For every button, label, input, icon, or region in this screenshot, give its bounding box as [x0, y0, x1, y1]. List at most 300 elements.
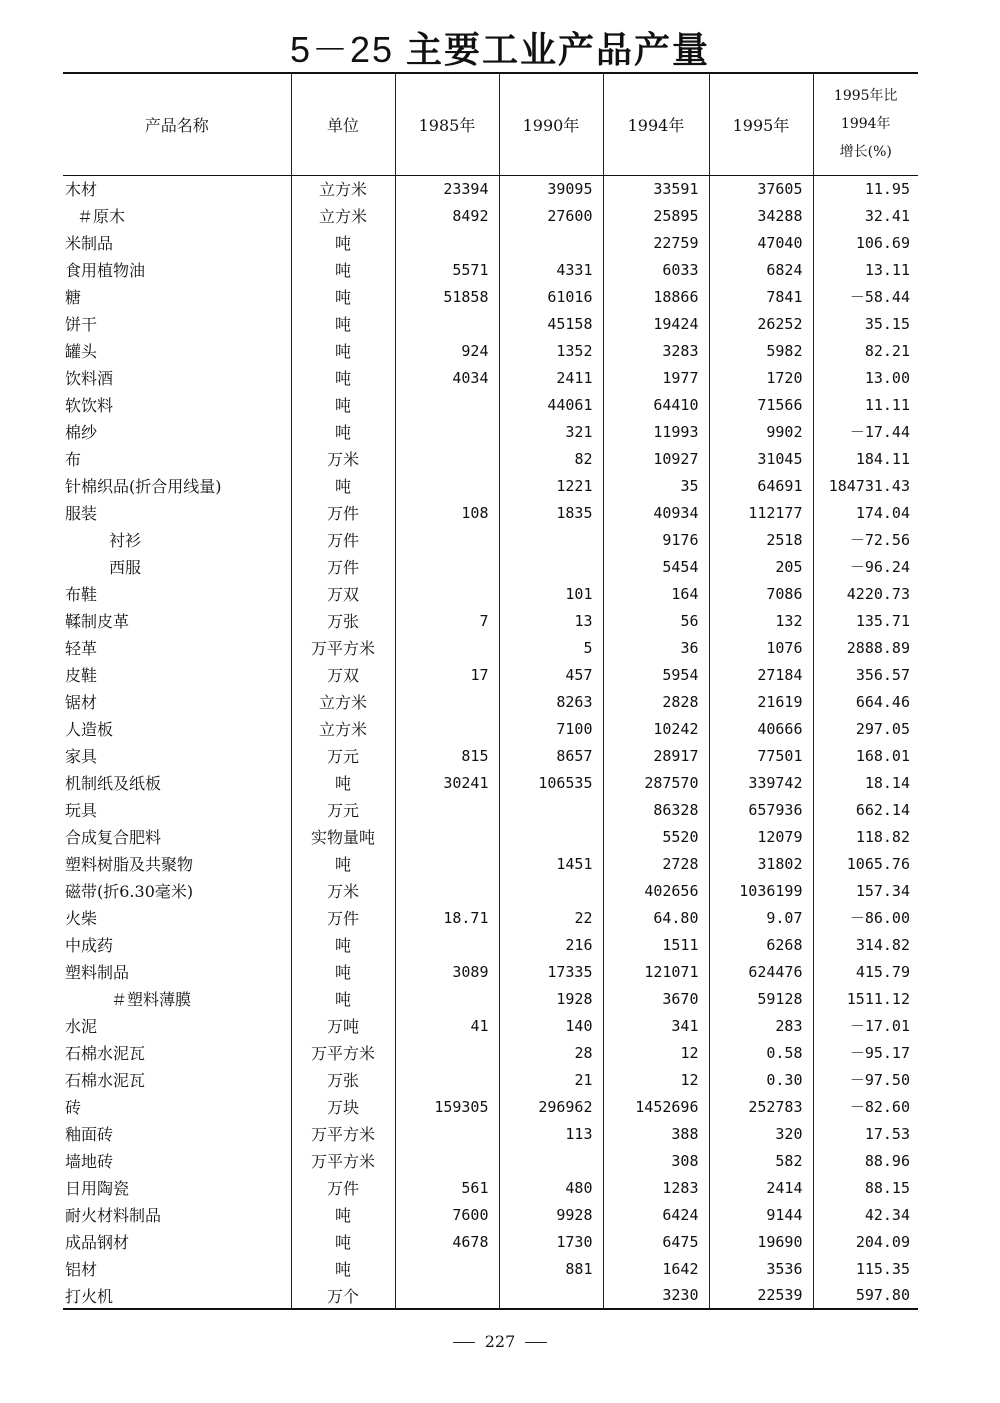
- cell-product-name: ＃原木: [77, 207, 126, 226]
- cell-1994: 1511: [603, 931, 709, 958]
- cell-unit: 万张: [291, 607, 395, 634]
- cell-1990: [499, 1147, 603, 1174]
- cell-1994: 341: [603, 1012, 709, 1039]
- cell-unit: 立方米: [291, 175, 395, 202]
- cell-unit: 吨: [291, 1228, 395, 1255]
- table-row: [63, 769, 918, 796]
- cell-1990: 17335: [499, 958, 603, 985]
- cell-1985: [395, 1066, 499, 1093]
- cell-unit: 万米: [291, 877, 395, 904]
- cell-1990: 28: [499, 1039, 603, 1066]
- cell-1995: 252783: [709, 1093, 813, 1120]
- cell-1994: 402656: [603, 877, 709, 904]
- cell-growth-pct: 415.79: [813, 958, 918, 985]
- cell-growth-pct: 184.11: [813, 445, 918, 472]
- cell-growth-pct: 314.82: [813, 931, 918, 958]
- cell-1995: 0.30: [709, 1066, 813, 1093]
- cell-product-name: 家具: [65, 747, 98, 766]
- cell-1994: 388: [603, 1120, 709, 1147]
- cell-product-name: 打火机: [63, 1282, 291, 1309]
- cell-1994: 40934: [603, 499, 709, 526]
- table-row: [63, 202, 918, 229]
- table-row: [63, 1201, 918, 1228]
- cell-1994: 3670: [603, 985, 709, 1012]
- cell-product-name: 人造板: [65, 720, 114, 739]
- cell-product-name: 布: [65, 450, 82, 469]
- cell-1985: [395, 985, 499, 1012]
- cell-1995: 27184: [709, 661, 813, 688]
- cell-unit: 吨: [291, 1201, 395, 1228]
- cell-1994: 6033: [603, 256, 709, 283]
- cell-unit: 万件: [291, 499, 395, 526]
- table-row: [63, 256, 918, 283]
- cell-unit: 吨: [291, 310, 395, 337]
- table-row: [63, 742, 918, 769]
- cell-1995: 21619: [709, 688, 813, 715]
- cell-unit: 吨: [291, 391, 395, 418]
- table-row: [63, 472, 918, 499]
- cell-product-name: 糖: [65, 288, 82, 307]
- cell-unit: 吨: [291, 364, 395, 391]
- cell-1994: 33591: [603, 175, 709, 202]
- cell-1985: [395, 526, 499, 553]
- cell-1994: 18866: [603, 283, 709, 310]
- cell-1995: 320: [709, 1120, 813, 1147]
- cell-product-name: 火柴: [65, 909, 98, 928]
- cell-growth-pct: 204.09: [813, 1228, 918, 1255]
- cell-product-name: 棉纱: [65, 423, 98, 442]
- cell-product-name: 木材: [65, 180, 98, 200]
- cell-1985: 3089: [395, 958, 499, 985]
- cell-1985: 30241: [395, 769, 499, 796]
- cell-1990: 2411: [499, 364, 603, 391]
- cell-product-name: 砖: [65, 1098, 82, 1117]
- cell-1990: 7100: [499, 715, 603, 742]
- cell-1985: 815: [395, 742, 499, 769]
- cell-unit: 万元: [291, 796, 395, 823]
- cell-product-name: 西服: [109, 558, 142, 577]
- cell-1985: 7600: [395, 1201, 499, 1228]
- cell-growth-pct: 157.34: [813, 877, 918, 904]
- cell-1994: 1977: [603, 364, 709, 391]
- cell-growth-pct: 115.35: [813, 1255, 918, 1282]
- table-row: [63, 796, 918, 823]
- cell-1995: 2414: [709, 1174, 813, 1201]
- header-unit: 单位: [291, 73, 395, 175]
- cell-1990: 1221: [499, 472, 603, 499]
- cell-1994: 3283: [603, 337, 709, 364]
- cell-1985: [395, 580, 499, 607]
- cell-1990: 106535: [499, 769, 603, 796]
- cell-1994: 5520: [603, 823, 709, 850]
- cell-1995: 7841: [709, 283, 813, 310]
- cell-1985: [395, 391, 499, 418]
- table-row: [63, 1093, 918, 1120]
- cell-1985: 17: [395, 661, 499, 688]
- cell-1990: 5: [499, 634, 603, 661]
- cell-1995: 7086: [709, 580, 813, 607]
- cell-unit: 万双: [291, 580, 395, 607]
- table-row: [63, 1228, 918, 1255]
- cell-1994: 25895: [603, 202, 709, 229]
- cell-unit: 万平方米: [291, 1147, 395, 1174]
- cell-1985: [395, 1255, 499, 1282]
- table-row: [63, 715, 918, 742]
- cell-1990: 21: [499, 1066, 603, 1093]
- header-1994: 1994年: [603, 73, 709, 175]
- cell-product-name: 中成药: [65, 936, 114, 955]
- cell-1994: 56: [603, 607, 709, 634]
- cell-1985: [395, 1120, 499, 1147]
- cell-growth-pct: －17.01: [813, 1012, 918, 1039]
- cell-unit: 万块: [291, 1093, 395, 1120]
- cell-1995: 657936: [709, 796, 813, 823]
- cell-1994: 3230: [603, 1282, 709, 1309]
- cell-unit: 吨: [291, 229, 395, 256]
- table-body: [63, 175, 918, 1309]
- table-row: [63, 1174, 918, 1201]
- cell-product-name: 塑料制品: [65, 963, 130, 982]
- cell-1994: 10927: [603, 445, 709, 472]
- cell-1994: 12: [603, 1066, 709, 1093]
- production-table: [63, 72, 918, 1310]
- cell-unit: 立方米: [291, 688, 395, 715]
- cell-1990: 45158: [499, 310, 603, 337]
- cell-1995: 22539: [709, 1282, 813, 1309]
- cell-growth-pct: 17.53: [813, 1120, 918, 1147]
- table-row: [63, 1282, 918, 1309]
- cell-1985: 23394: [395, 175, 499, 202]
- table-row: [63, 337, 918, 364]
- cell-unit: 万双: [291, 661, 395, 688]
- cell-1985: 561: [395, 1174, 499, 1201]
- table-row: [63, 661, 918, 688]
- cell-1995: 6824: [709, 256, 813, 283]
- cell-growth-pct: －97.50: [813, 1066, 918, 1093]
- cell-1994: 19424: [603, 310, 709, 337]
- page-number: 227: [484, 1332, 516, 1351]
- cell-growth-pct: －72.56: [813, 526, 918, 553]
- cell-product-name: 布鞋: [65, 585, 98, 604]
- cell-1994: 5954: [603, 661, 709, 688]
- cell-unit: 吨: [291, 472, 395, 499]
- cell-growth-pct: 13.00: [813, 364, 918, 391]
- table-row: [63, 580, 918, 607]
- table-header: [63, 73, 918, 175]
- table-row: [63, 418, 918, 445]
- cell-1985: 5571: [395, 256, 499, 283]
- cell-growth-pct: 1511.12: [813, 985, 918, 1012]
- table-row: [63, 1120, 918, 1147]
- cell-growth-pct: 184731.43: [813, 472, 918, 499]
- page-title: [0, 22, 1000, 73]
- cell-1985: [395, 634, 499, 661]
- cell-1985: [395, 445, 499, 472]
- cell-growth-pct: 13.11: [813, 256, 918, 283]
- cell-1994: 121071: [603, 958, 709, 985]
- cell-1990: 22: [499, 904, 603, 931]
- cell-1985: [395, 472, 499, 499]
- cell-1985: [395, 796, 499, 823]
- cell-growth-pct: 82.21: [813, 337, 918, 364]
- cell-1994: 1642: [603, 1255, 709, 1282]
- header-1990: 1990年: [499, 73, 603, 175]
- cell-1994: 28917: [603, 742, 709, 769]
- cell-unit: 万件: [291, 1174, 395, 1201]
- cell-product-name: 磁带(折6.30毫米): [65, 882, 194, 901]
- cell-1995: 40666: [709, 715, 813, 742]
- table-row: [63, 526, 918, 553]
- cell-1990: 113: [499, 1120, 603, 1147]
- cell-growth-pct: 88.15: [813, 1174, 918, 1201]
- table-row: [63, 634, 918, 661]
- cell-1985: 4678: [395, 1228, 499, 1255]
- cell-product-name: 衬衫: [109, 531, 142, 550]
- cell-growth-pct: －96.24: [813, 553, 918, 580]
- table-title: 主要工业产品产量: [406, 29, 711, 71]
- cell-product-name: 饼干: [65, 315, 98, 334]
- cell-product-name: 塑料树脂及共聚物: [65, 855, 194, 874]
- cell-1995: 132: [709, 607, 813, 634]
- cell-1990: 61016: [499, 283, 603, 310]
- footer-dash-right: [525, 1342, 547, 1343]
- cell-growth-pct: 18.14: [813, 769, 918, 796]
- cell-1995: 1036199: [709, 877, 813, 904]
- cell-growth-pct: 297.05: [813, 715, 918, 742]
- cell-unit: 万元: [291, 742, 395, 769]
- cell-1995: 47040: [709, 229, 813, 256]
- cell-unit: 吨: [291, 769, 395, 796]
- cell-1995: 1720: [709, 364, 813, 391]
- cell-growth-pct: －58.44: [813, 283, 918, 310]
- header-product-name: 产品名称: [63, 73, 291, 175]
- cell-product-name: 饮料酒: [65, 369, 114, 388]
- page-footer: [0, 1332, 1000, 1351]
- cell-1985: 41: [395, 1012, 499, 1039]
- cell-1990: 321: [499, 418, 603, 445]
- cell-product-name: 墙地砖: [65, 1152, 114, 1171]
- cell-1995: 31045: [709, 445, 813, 472]
- cell-unit: 吨: [291, 931, 395, 958]
- cell-1994: 164: [603, 580, 709, 607]
- cell-unit: 吨: [291, 958, 395, 985]
- table-row: [63, 175, 918, 202]
- cell-1985: 159305: [395, 1093, 499, 1120]
- cell-1985: 7: [395, 607, 499, 634]
- header-1995: 1995年: [709, 73, 813, 175]
- footer-dash-left: [453, 1342, 475, 1343]
- cell-1994: 1283: [603, 1174, 709, 1201]
- cell-1994: 36: [603, 634, 709, 661]
- cell-1985: 4034: [395, 364, 499, 391]
- table-row: [63, 1012, 918, 1039]
- header-growth-line3: 增长(%): [839, 144, 892, 161]
- cell-1990: [499, 1282, 603, 1309]
- cell-unit: 吨: [291, 283, 395, 310]
- cell-product-name: 罐头: [65, 342, 98, 361]
- cell-1985: [395, 823, 499, 850]
- table-row: [63, 283, 918, 310]
- cell-1994: 5454: [603, 553, 709, 580]
- cell-unit: 万吨: [291, 1012, 395, 1039]
- cell-1985: [395, 553, 499, 580]
- cell-unit: 吨: [291, 337, 395, 364]
- cell-1994: 10242: [603, 715, 709, 742]
- cell-growth-pct: 1065.76: [813, 850, 918, 877]
- cell-1994: 287570: [603, 769, 709, 796]
- cell-growth-pct: 4220.73: [813, 580, 918, 607]
- cell-1995: 37605: [709, 175, 813, 202]
- cell-1995: 26252: [709, 310, 813, 337]
- cell-1995: 9144: [709, 1201, 813, 1228]
- cell-1995: 283: [709, 1012, 813, 1039]
- cell-product-name: 成品钢材: [65, 1233, 130, 1252]
- cell-product-name: ＃塑料薄膜: [111, 990, 192, 1009]
- cell-1990: 1928: [499, 985, 603, 1012]
- cell-1994: 12: [603, 1039, 709, 1066]
- table-row: [63, 931, 918, 958]
- table-row: [63, 310, 918, 337]
- header-1985: 1985年: [395, 73, 499, 175]
- cell-growth-pct: 11.11: [813, 391, 918, 418]
- cell-1990: 82: [499, 445, 603, 472]
- table-row: [63, 445, 918, 472]
- cell-1985: 108: [395, 499, 499, 526]
- cell-1990: 13: [499, 607, 603, 634]
- table-row: [63, 364, 918, 391]
- cell-product-name: 水泥: [65, 1017, 98, 1036]
- table-row: [63, 1147, 918, 1174]
- cell-1990: 216: [499, 931, 603, 958]
- cell-growth-pct: －95.17: [813, 1039, 918, 1066]
- cell-product-name: 玩具: [65, 801, 98, 820]
- cell-1995: 31802: [709, 850, 813, 877]
- cell-growth-pct: 356.57: [813, 661, 918, 688]
- cell-1994: 308: [603, 1147, 709, 1174]
- cell-1985: 924: [395, 337, 499, 364]
- cell-product-name: 日用陶瓷: [65, 1179, 130, 1198]
- cell-1994: 35: [603, 472, 709, 499]
- cell-1995: 64691: [709, 472, 813, 499]
- cell-product-name: 针棉织品(折合用线量): [65, 477, 222, 496]
- table-row: [63, 877, 918, 904]
- header-growth-pct: [813, 73, 918, 175]
- cell-unit: 万平方米: [291, 634, 395, 661]
- cell-1990: 101: [499, 580, 603, 607]
- cell-product-name: 米制品: [65, 234, 114, 253]
- cell-growth-pct: －17.44: [813, 418, 918, 445]
- cell-1994: 64.80: [603, 904, 709, 931]
- cell-unit: 万平方米: [291, 1120, 395, 1147]
- table-row: [63, 607, 918, 634]
- cell-growth-pct: 168.01: [813, 742, 918, 769]
- cell-1994: 6475: [603, 1228, 709, 1255]
- cell-1990: 39095: [499, 175, 603, 202]
- cell-product-name: 食用植物油: [65, 261, 146, 280]
- cell-1990: [499, 796, 603, 823]
- cell-unit: 万件: [291, 904, 395, 931]
- cell-1994: 6424: [603, 1201, 709, 1228]
- header-growth-line2: 1994年: [840, 116, 891, 133]
- cell-1995: 77501: [709, 742, 813, 769]
- table-row: [63, 1255, 918, 1282]
- cell-product-name: 石棉水泥瓦: [65, 1044, 146, 1063]
- cell-1990: 1352: [499, 337, 603, 364]
- cell-growth-pct: －86.00: [813, 904, 918, 931]
- table-row: [63, 229, 918, 256]
- cell-1985: [395, 229, 499, 256]
- cell-1985: [395, 310, 499, 337]
- cell-1990: 44061: [499, 391, 603, 418]
- table-row: [63, 553, 918, 580]
- cell-product-name: 机制纸及纸板: [65, 774, 162, 793]
- cell-1995: 2518: [709, 526, 813, 553]
- table-number: 5－25: [289, 29, 395, 70]
- cell-product-name: 铝材: [65, 1260, 98, 1279]
- cell-1990: 4331: [499, 256, 603, 283]
- cell-product-name: 轻革: [65, 639, 98, 658]
- cell-1985: [395, 850, 499, 877]
- cell-growth-pct: 88.96: [813, 1147, 918, 1174]
- table-row: [63, 1039, 918, 1066]
- cell-1995: 9.07: [709, 904, 813, 931]
- cell-1995: 582: [709, 1147, 813, 1174]
- cell-growth-pct: 11.95: [813, 175, 918, 202]
- cell-1985: [395, 931, 499, 958]
- cell-1995: 71566: [709, 391, 813, 418]
- cell-1990: 27600: [499, 202, 603, 229]
- cell-growth-pct: 662.14: [813, 796, 918, 823]
- cell-1990: [499, 553, 603, 580]
- cell-unit: 吨: [291, 256, 395, 283]
- cell-unit: 吨: [291, 850, 395, 877]
- cell-1995: 34288: [709, 202, 813, 229]
- cell-1994: 9176: [603, 526, 709, 553]
- table-row: [63, 850, 918, 877]
- cell-growth-pct: 135.71: [813, 607, 918, 634]
- cell-unit: 吨: [291, 1255, 395, 1282]
- cell-unit: 实物量吨: [291, 823, 395, 850]
- cell-growth-pct: 664.46: [813, 688, 918, 715]
- cell-growth-pct: 174.04: [813, 499, 918, 526]
- table-row: [63, 985, 918, 1012]
- cell-1990: 1730: [499, 1228, 603, 1255]
- cell-1995: 6268: [709, 931, 813, 958]
- cell-unit: 立方米: [291, 202, 395, 229]
- table-row: [63, 823, 918, 850]
- cell-unit: 吨: [291, 418, 395, 445]
- cell-product-name: 合成复合肥料: [65, 828, 162, 847]
- cell-1985: 51858: [395, 283, 499, 310]
- cell-growth-pct: 2888.89: [813, 634, 918, 661]
- cell-1995: 112177: [709, 499, 813, 526]
- cell-1990: 140: [499, 1012, 603, 1039]
- cell-unit: 立方米: [291, 715, 395, 742]
- cell-growth-pct: －82.60: [813, 1093, 918, 1120]
- cell-1995: 339742: [709, 769, 813, 796]
- cell-1990: 480: [499, 1174, 603, 1201]
- cell-1985: [395, 715, 499, 742]
- cell-1990: 8263: [499, 688, 603, 715]
- cell-1995: 0.58: [709, 1039, 813, 1066]
- cell-1994: 86328: [603, 796, 709, 823]
- cell-1990: 1451: [499, 850, 603, 877]
- cell-unit: 万件: [291, 553, 395, 580]
- cell-unit: 吨: [291, 985, 395, 1012]
- cell-growth-pct: 42.34: [813, 1201, 918, 1228]
- cell-1985: 18.71: [395, 904, 499, 931]
- cell-1990: 296962: [499, 1093, 603, 1120]
